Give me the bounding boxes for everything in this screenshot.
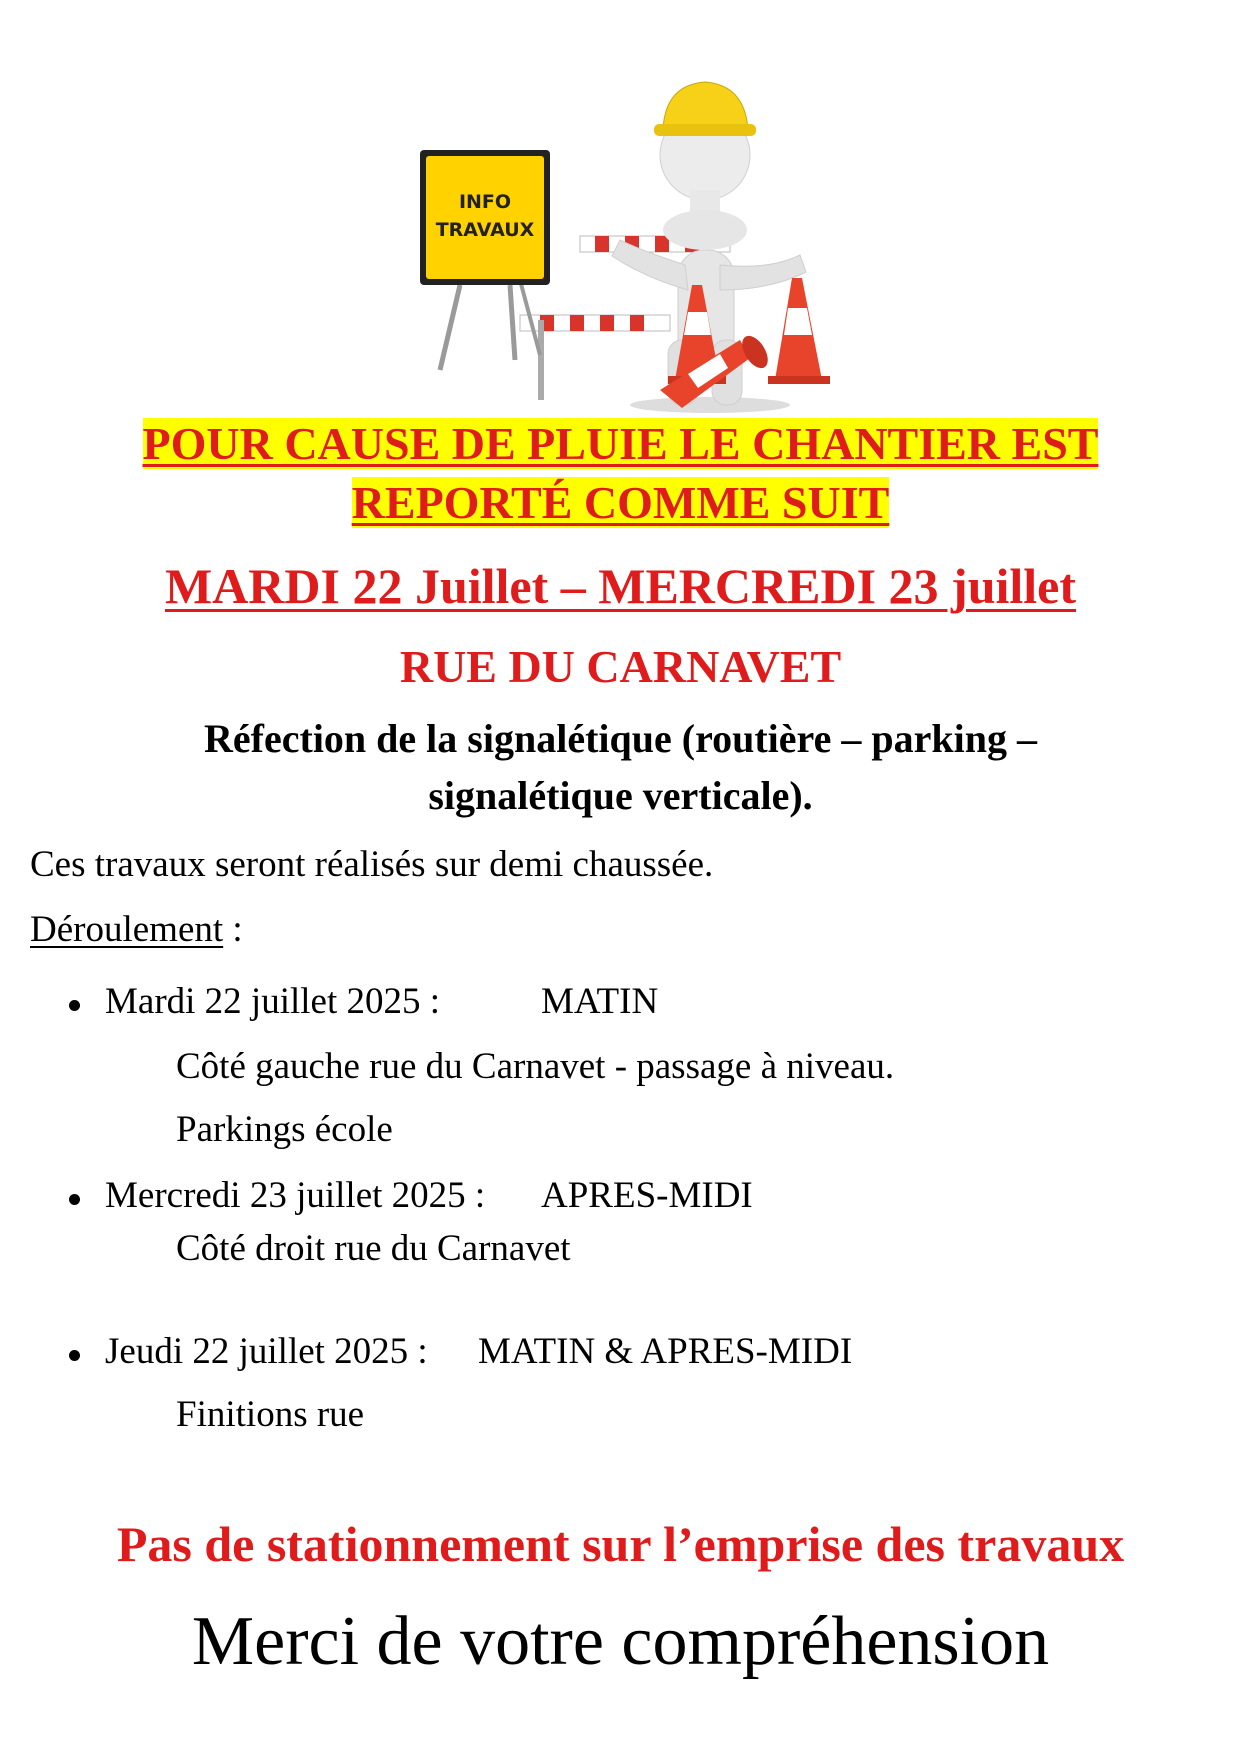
schedule-heading-label: Déroulement (30, 909, 224, 950)
schedule-heading (30, 908, 243, 951)
roadworks-illustration (420, 40, 920, 415)
sign-text-line2: TRAVAUX (435, 219, 535, 241)
schedule-period-1: MATIN (541, 981, 659, 1022)
description-line-1: Réfection de la signalétique (routière – parking – (204, 716, 1037, 761)
traffic-cone-icon (768, 278, 830, 384)
info-travaux-sign-icon (420, 150, 550, 370)
schedule-detail-2a: Côté droit rue du Carnavet (176, 1228, 571, 1269)
schedule-day-3: Jeudi 22 juillet 2025 : (105, 1331, 428, 1372)
bullet-icon (69, 1350, 80, 1361)
schedule-detail-1a: Côté gauche rue du Carnavet - passage à niveau. (176, 1046, 895, 1087)
work-dates: MARDI 22 Juillet – MERCREDI 23 juillet (164, 558, 1077, 614)
banner-line-2: REPORTÉ COMME SUIT (351, 477, 890, 528)
no-parking-warning: Pas de stationnement sur l’emprise des travaux (116, 1516, 1125, 1572)
banner-line-1: POUR CAUSE DE PLUIE LE CHANTIER EST (142, 418, 1099, 469)
schedule-detail-1b: Parkings école (176, 1109, 393, 1150)
schedule-day-1: Mardi 22 juillet 2025 : (105, 981, 441, 1022)
bullet-icon (69, 1000, 80, 1011)
hard-hat-icon (654, 82, 756, 136)
schedule-period-2: APRES-MIDI (541, 1175, 753, 1216)
sign-text-line1: INFO (458, 191, 512, 213)
schedule-period-3: MATIN & APRES-MIDI (478, 1331, 853, 1372)
note-text: Ces travaux seront réalisés sur demi chaussée. (30, 844, 714, 885)
street-name: RUE DU CARNAVET (399, 641, 842, 692)
schedule-heading-suffix: : (223, 909, 243, 950)
description-line-2: signalétique verticale). (428, 773, 813, 818)
bullet-icon (69, 1194, 80, 1205)
schedule-detail-3a: Finitions rue (176, 1394, 365, 1435)
schedule-day-2: Mercredi 23 juillet 2025 : (105, 1175, 486, 1216)
thanks-message: Merci de votre compréhension (191, 1603, 1050, 1680)
